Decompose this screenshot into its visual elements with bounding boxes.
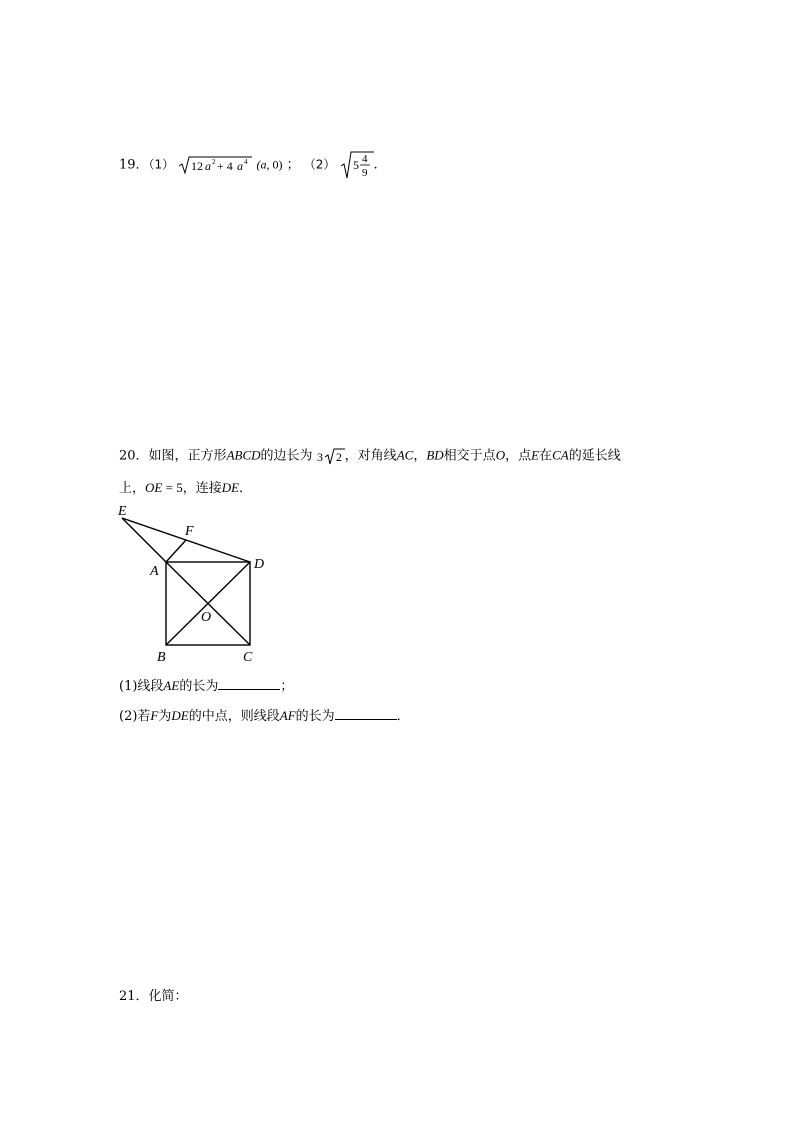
radical-sign-icon xyxy=(178,155,252,175)
q19-part1-sqrt xyxy=(178,155,252,175)
q21-text: 化简： xyxy=(148,989,188,1004)
label-c: C xyxy=(243,650,253,665)
q20-line2-end: ． xyxy=(239,481,253,496)
q20-de: DE xyxy=(221,480,240,495)
svg-text:9: 9 xyxy=(361,167,368,179)
q20-line2-b: ，连接 xyxy=(182,481,222,496)
label-f: F xyxy=(185,524,194,539)
q20-comma: ， xyxy=(413,448,427,464)
svg-text:2: 2 xyxy=(335,450,342,464)
q20-sub2-b: 为 xyxy=(158,709,172,724)
svg-text:a: a xyxy=(237,159,244,173)
label-d: D xyxy=(254,557,265,572)
svg-text:12: 12 xyxy=(191,159,204,173)
q20-sub2-c: 的中点，则线段 xyxy=(188,709,280,724)
q20-bd: BD xyxy=(426,447,444,463)
q20-sub1-b: 的长为 xyxy=(179,679,219,694)
q20-e: E xyxy=(531,447,540,463)
q19-end: . xyxy=(373,157,378,173)
radical-sign-icon xyxy=(340,150,374,180)
q20-ac: AC xyxy=(396,447,414,463)
q20-text-e: ，点 xyxy=(505,448,532,464)
q20-oe: OE xyxy=(145,480,163,495)
question-20-sub1 xyxy=(119,677,293,696)
q20-side-length xyxy=(317,446,345,466)
q20-line2-a: 上， xyxy=(119,481,146,496)
question-21 xyxy=(119,988,188,1006)
svg-text:4: 4 xyxy=(361,153,368,165)
q20-text-f: 在 xyxy=(539,448,553,464)
q20-text-c: ，对角线 xyxy=(344,448,397,464)
svg-text:a: a xyxy=(205,159,212,173)
square-geometry-figure xyxy=(110,500,290,670)
q20-o: O xyxy=(495,447,506,463)
q20-ca: CA xyxy=(552,447,569,463)
label-o: O xyxy=(201,610,212,625)
q20-text-a: 如图，正方形 xyxy=(148,448,227,464)
svg-text:2: 2 xyxy=(212,158,216,166)
q20-sub1-a: (1)线段 xyxy=(119,679,164,694)
svg-text:5: 5 xyxy=(352,158,359,172)
question-20-sub2 xyxy=(119,707,410,726)
answer-blank-2[interactable] xyxy=(335,707,397,720)
q20-text-g: 的延长线 xyxy=(568,448,621,464)
label-b: B xyxy=(157,650,166,665)
q20-sub2-a: (2)若 xyxy=(119,709,151,724)
q19-part2-label: （2） xyxy=(303,157,336,172)
question-19 xyxy=(119,150,378,180)
q20-sub2-af: AF xyxy=(279,708,296,723)
q19-part1-label: （1） xyxy=(148,157,175,172)
svg-text:+ 4: + 4 xyxy=(217,159,234,173)
label-a: A xyxy=(150,564,159,579)
q20-sub1-end: ； xyxy=(280,679,294,694)
q20-sub2-f: F xyxy=(150,708,159,723)
q19-number: 19． xyxy=(119,157,149,173)
svg-text:4: 4 xyxy=(244,158,248,166)
q19-separator: ； xyxy=(286,157,300,173)
q19-part2-sqrt xyxy=(340,150,374,180)
q20-sub1-ae: AE xyxy=(163,678,180,693)
q20-abcd: ABCD xyxy=(226,447,261,463)
question-20-line1 xyxy=(119,446,621,466)
label-e: E xyxy=(118,504,127,519)
radical-sign-icon xyxy=(317,446,345,466)
q20-number: 20． xyxy=(119,448,149,464)
q21-number: 21． xyxy=(119,989,149,1004)
q20-text-b: 的边长为 xyxy=(260,448,313,464)
segment-af xyxy=(166,540,186,562)
q20-eq: = 5 xyxy=(162,480,183,495)
question-20-line2 xyxy=(119,479,252,498)
q20-text-d: 相交于点 xyxy=(443,448,496,464)
svg-text:3: 3 xyxy=(316,450,323,464)
q20-sub2-end: ． xyxy=(396,709,410,724)
answer-blank-1[interactable] xyxy=(218,677,280,690)
segment-ea xyxy=(122,518,166,562)
q19-condition: (a, 0) xyxy=(256,157,283,172)
q20-sub2-d: 的长为 xyxy=(295,709,335,724)
q20-sub2-de: DE xyxy=(171,708,189,723)
